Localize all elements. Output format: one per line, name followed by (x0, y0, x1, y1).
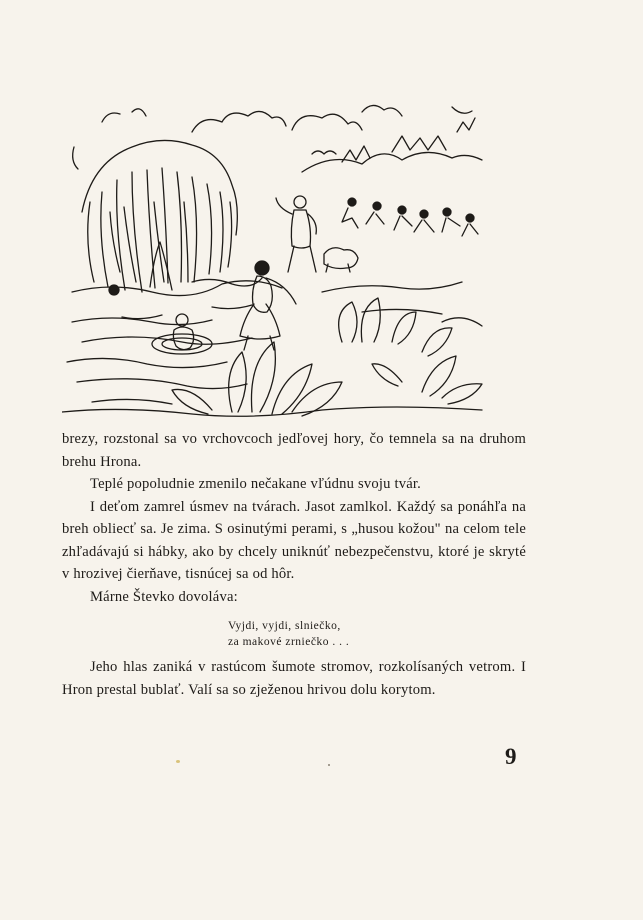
verse-line: za makové zrniečko . . . (228, 636, 350, 648)
paragraph: Teplé popoludnie zmenilo nečakane vľúdnu svoju tvár. (90, 476, 422, 492)
paper-speck (328, 764, 330, 766)
body-text (62, 428, 526, 701)
ink-illustration-river-scene (62, 92, 492, 422)
page-number: 9 (505, 744, 517, 769)
paragraph-closing: Jeho hlas zaniká v rastúcom šumote stromov, rozkolísaných vetrom. I Hron prestal bublať. Valí sa so zježenou hrivou dolu korytom. (62, 659, 526, 698)
paragraph: I deťom zamrel úsmev na tvárach. Jasot zamlkol. Každý sa ponáhľa na breh obliecť sa. Je zima. S osinutými perami, s „husou kožou" na celom tele zhľadávajú si hábky, ako by chcely uniknúť nebezpečenstvu, ktoré je skryté v hrozivej čierňave, tisnúcej sa od hôr. (62, 498, 526, 582)
paragraph: Márne Števko dovoláva: (90, 588, 238, 605)
verse-line: Vyjdi, vyjdi, slniečko, (228, 620, 341, 632)
verse (228, 618, 526, 650)
paragraph-continuation: brezy, rozstonal sa vo vrchovcoch jedľovej hory, čo temnela sa na druhom brehu Hrona. (62, 431, 526, 470)
paper-speck (176, 760, 180, 763)
